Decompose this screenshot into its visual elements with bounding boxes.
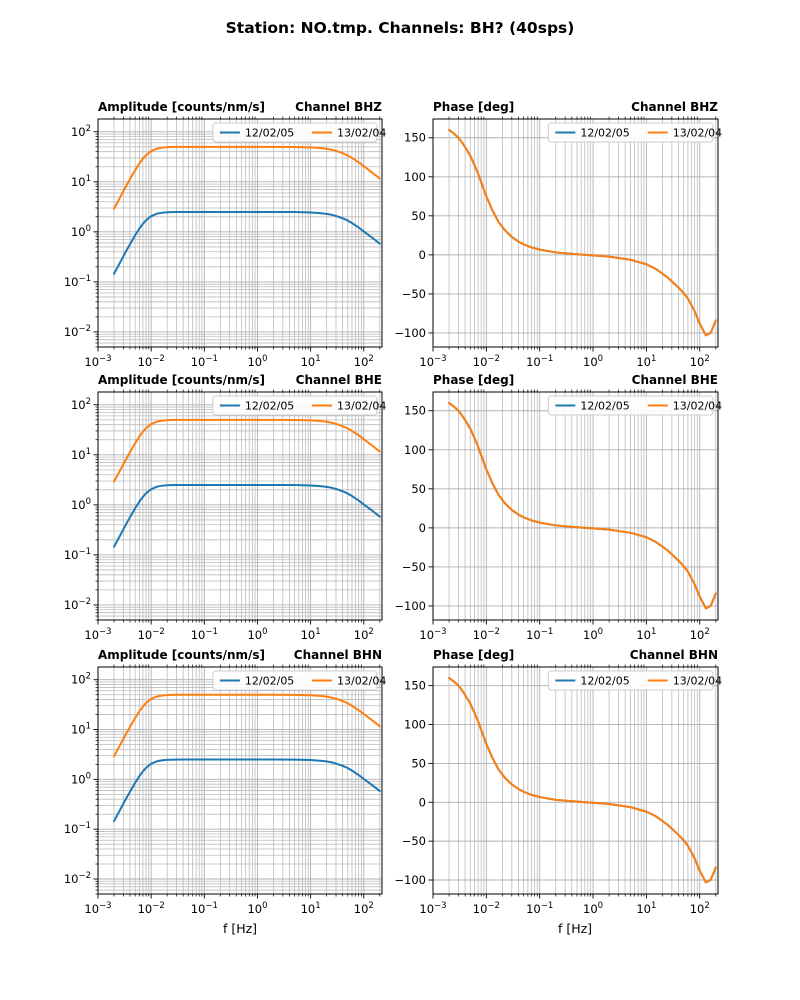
grid (433, 392, 718, 620)
y-tick-label: $10^0$ (70, 223, 91, 239)
curves (449, 678, 716, 882)
axes-frame (98, 392, 382, 620)
legend (548, 123, 722, 142)
x-tick-label: $10^1$ (300, 901, 321, 916)
x-tick-label: $10^{-2}$ (472, 901, 500, 916)
legend-label-13-02-04: 13/02/04 (336, 399, 387, 413)
axes-frame (433, 119, 718, 347)
phase-bhe-axes (394, 390, 722, 643)
x-tick-label: $10^1$ (636, 354, 657, 369)
x-tick-label: $10^2$ (353, 627, 374, 642)
x-tick-label: $10^{-1}$ (190, 901, 218, 916)
axes-frame (433, 667, 718, 894)
ticks (394, 390, 715, 643)
x-tick-label: $10^{-3}$ (84, 627, 112, 642)
axes-frame (98, 667, 382, 894)
amplitude-bhe-title: Amplitude [counts/nm/s] (98, 373, 266, 387)
x-tick-label: $10^0$ (247, 627, 268, 642)
y-tick-label: 100 (404, 717, 426, 732)
curves (449, 130, 716, 335)
legend-label-13-02-04: 13/02/04 (672, 126, 723, 140)
amplitude-bhz-axes (64, 117, 387, 370)
subplot-amplitude-bhz (64, 100, 387, 369)
y-tick-label: $10^2$ (70, 396, 91, 412)
x-tick-label: $10^1$ (300, 627, 321, 642)
legend (213, 123, 387, 142)
legend-label-12-02-05: 12/02/05 (580, 399, 630, 413)
x-tick-label: $10^1$ (636, 627, 657, 642)
legend-label-12-02-05: 12/02/05 (244, 674, 295, 688)
subplot-amplitude-bhe (64, 373, 387, 642)
y-tick-label: $10^{-1}$ (63, 821, 91, 837)
amplitude-curve-13-02-04 (114, 147, 380, 209)
amplitude-bhz-title: Amplitude [counts/nm/s] (98, 100, 266, 114)
xaxis-label-right: f [Hz] (557, 921, 593, 936)
amplitude-bhn-axes (64, 665, 387, 917)
x-tick-label: $10^{-2}$ (137, 627, 165, 642)
axes-frame (433, 392, 718, 620)
y-tick-label: 100 (404, 442, 426, 457)
y-tick-label: $10^2$ (70, 671, 91, 687)
grid (98, 119, 382, 347)
y-tick-label: $10^{-2}$ (63, 596, 91, 612)
y-tick-label: $10^{-1}$ (63, 546, 91, 562)
y-tick-label: 50 (411, 756, 426, 771)
channel-bhn-label-phase: Channel BHN (629, 648, 718, 662)
channel-bhe-label-amp: Channel BHE (295, 373, 382, 387)
y-tick-label: 150 (404, 403, 426, 418)
y-tick-label: 50 (411, 208, 426, 223)
x-tick-label: $10^{-1}$ (190, 354, 218, 369)
y-tick-label: $10^{-1}$ (63, 273, 91, 289)
channel-bhe-label-phase: Channel BHE (631, 373, 718, 387)
x-tick-label: $10^{-1}$ (526, 627, 554, 642)
legend (213, 671, 387, 690)
channel-bhz-label-phase: Channel BHZ (631, 100, 718, 114)
y-tick-label: $10^{-2}$ (63, 871, 91, 887)
y-tick-label: $10^2$ (70, 123, 91, 139)
phase-curve-13-02-04 (449, 403, 716, 608)
x-tick-label: $10^0$ (583, 354, 604, 369)
x-tick-label: $10^{-2}$ (472, 627, 500, 642)
subplot-phase-bhn (394, 648, 722, 916)
phase-bhn-axes (394, 665, 722, 917)
subplot-phase-bhe (394, 373, 722, 642)
x-tick-label: $10^{-3}$ (84, 354, 112, 369)
x-tick-label: $10^0$ (583, 901, 604, 916)
grid (98, 667, 382, 894)
x-tick-label: $10^{-3}$ (84, 901, 112, 916)
curves (449, 403, 716, 608)
x-tick-label: $10^{-2}$ (472, 354, 500, 369)
legend-label-13-02-04: 13/02/04 (672, 674, 723, 688)
grid (98, 392, 382, 620)
y-tick-label: −50 (401, 834, 426, 849)
legend (548, 396, 722, 415)
x-tick-label: $10^2$ (353, 901, 374, 916)
y-tick-label: $10^0$ (70, 496, 91, 512)
x-tick-label: $10^2$ (353, 354, 374, 369)
y-tick-label: 100 (404, 169, 426, 184)
legend-label-13-02-04: 13/02/04 (336, 126, 387, 140)
grid (433, 119, 718, 347)
ticks (394, 665, 715, 917)
amplitude-bhn-title: Amplitude [counts/nm/s] (98, 648, 266, 662)
legend-label-12-02-05: 12/02/05 (580, 126, 630, 140)
channel-bhz-label-amp: Channel BHZ (295, 100, 382, 114)
legend (548, 671, 722, 690)
amplitude-curve-13-02-04 (114, 695, 380, 757)
x-tick-label: $10^0$ (583, 627, 604, 642)
x-tick-label: $10^0$ (247, 354, 268, 369)
legend-label-12-02-05: 12/02/05 (244, 399, 295, 413)
x-tick-label: $10^{-1}$ (526, 354, 554, 369)
x-tick-label: $10^{-3}$ (419, 354, 447, 369)
subplot-amplitude-bhn (64, 648, 387, 916)
x-tick-label: $10^1$ (300, 354, 321, 369)
y-tick-label: $10^1$ (70, 173, 91, 189)
grid (433, 667, 718, 894)
y-tick-label: −100 (394, 598, 426, 613)
phase-curve-12-02-05 (449, 678, 716, 882)
y-tick-label: −50 (401, 559, 426, 574)
y-tick-label: $10^1$ (70, 446, 91, 462)
curves (114, 695, 380, 821)
phase-bhz-title: Phase [deg] (433, 100, 515, 114)
y-tick-label: 0 (418, 795, 426, 810)
amplitude-curve-13-02-04 (114, 420, 380, 482)
legend-label-13-02-04: 13/02/04 (672, 399, 723, 413)
y-tick-label: 150 (404, 678, 426, 693)
phase-bhz-axes (394, 117, 722, 370)
x-tick-label: $10^{-2}$ (137, 354, 165, 369)
channel-bhn-label-amp: Channel BHN (293, 648, 382, 662)
figure-title: Station: NO.tmp. Channels: BH? (40sps) (225, 19, 575, 37)
curves (114, 147, 380, 274)
axes-frame (98, 119, 382, 347)
y-tick-label: 0 (418, 247, 426, 262)
phase-bhe-title: Phase [deg] (433, 373, 515, 387)
x-tick-label: $10^{-1}$ (190, 627, 218, 642)
curves (114, 420, 380, 547)
y-tick-label: $10^0$ (70, 771, 91, 787)
x-tick-label: $10^2$ (689, 901, 710, 916)
phase-curve-13-02-04 (449, 130, 716, 335)
legend-label-12-02-05: 12/02/05 (244, 126, 295, 140)
xaxis-label-left: f [Hz] (222, 921, 258, 936)
y-tick-label: −100 (394, 325, 426, 340)
subplot-phase-bhz (394, 100, 722, 369)
y-tick-label: $10^1$ (70, 721, 91, 737)
x-tick-label: $10^0$ (247, 901, 268, 916)
y-tick-label: 150 (404, 130, 426, 145)
x-tick-label: $10^{-3}$ (419, 627, 447, 642)
phase-curve-12-02-05 (449, 403, 716, 608)
legend (213, 396, 387, 415)
y-tick-label: 50 (411, 481, 426, 496)
x-tick-label: $10^{-3}$ (419, 901, 447, 916)
x-tick-label: $10^2$ (689, 354, 710, 369)
legend-label-12-02-05: 12/02/05 (580, 674, 630, 688)
x-tick-label: $10^2$ (689, 627, 710, 642)
y-tick-label: 0 (418, 520, 426, 535)
x-tick-label: $10^{-2}$ (137, 901, 165, 916)
y-tick-label: −100 (394, 873, 426, 888)
phase-curve-12-02-05 (449, 130, 716, 335)
ticks (394, 117, 715, 370)
y-tick-label: $10^{-2}$ (63, 323, 91, 339)
x-tick-label: $10^{-1}$ (526, 901, 554, 916)
amplitude-bhe-axes (64, 390, 387, 643)
legend-label-13-02-04: 13/02/04 (336, 674, 387, 688)
phase-bhn-title: Phase [deg] (433, 648, 515, 662)
y-tick-label: −50 (401, 286, 426, 301)
phase-curve-13-02-04 (449, 678, 716, 882)
x-tick-label: $10^1$ (636, 901, 657, 916)
